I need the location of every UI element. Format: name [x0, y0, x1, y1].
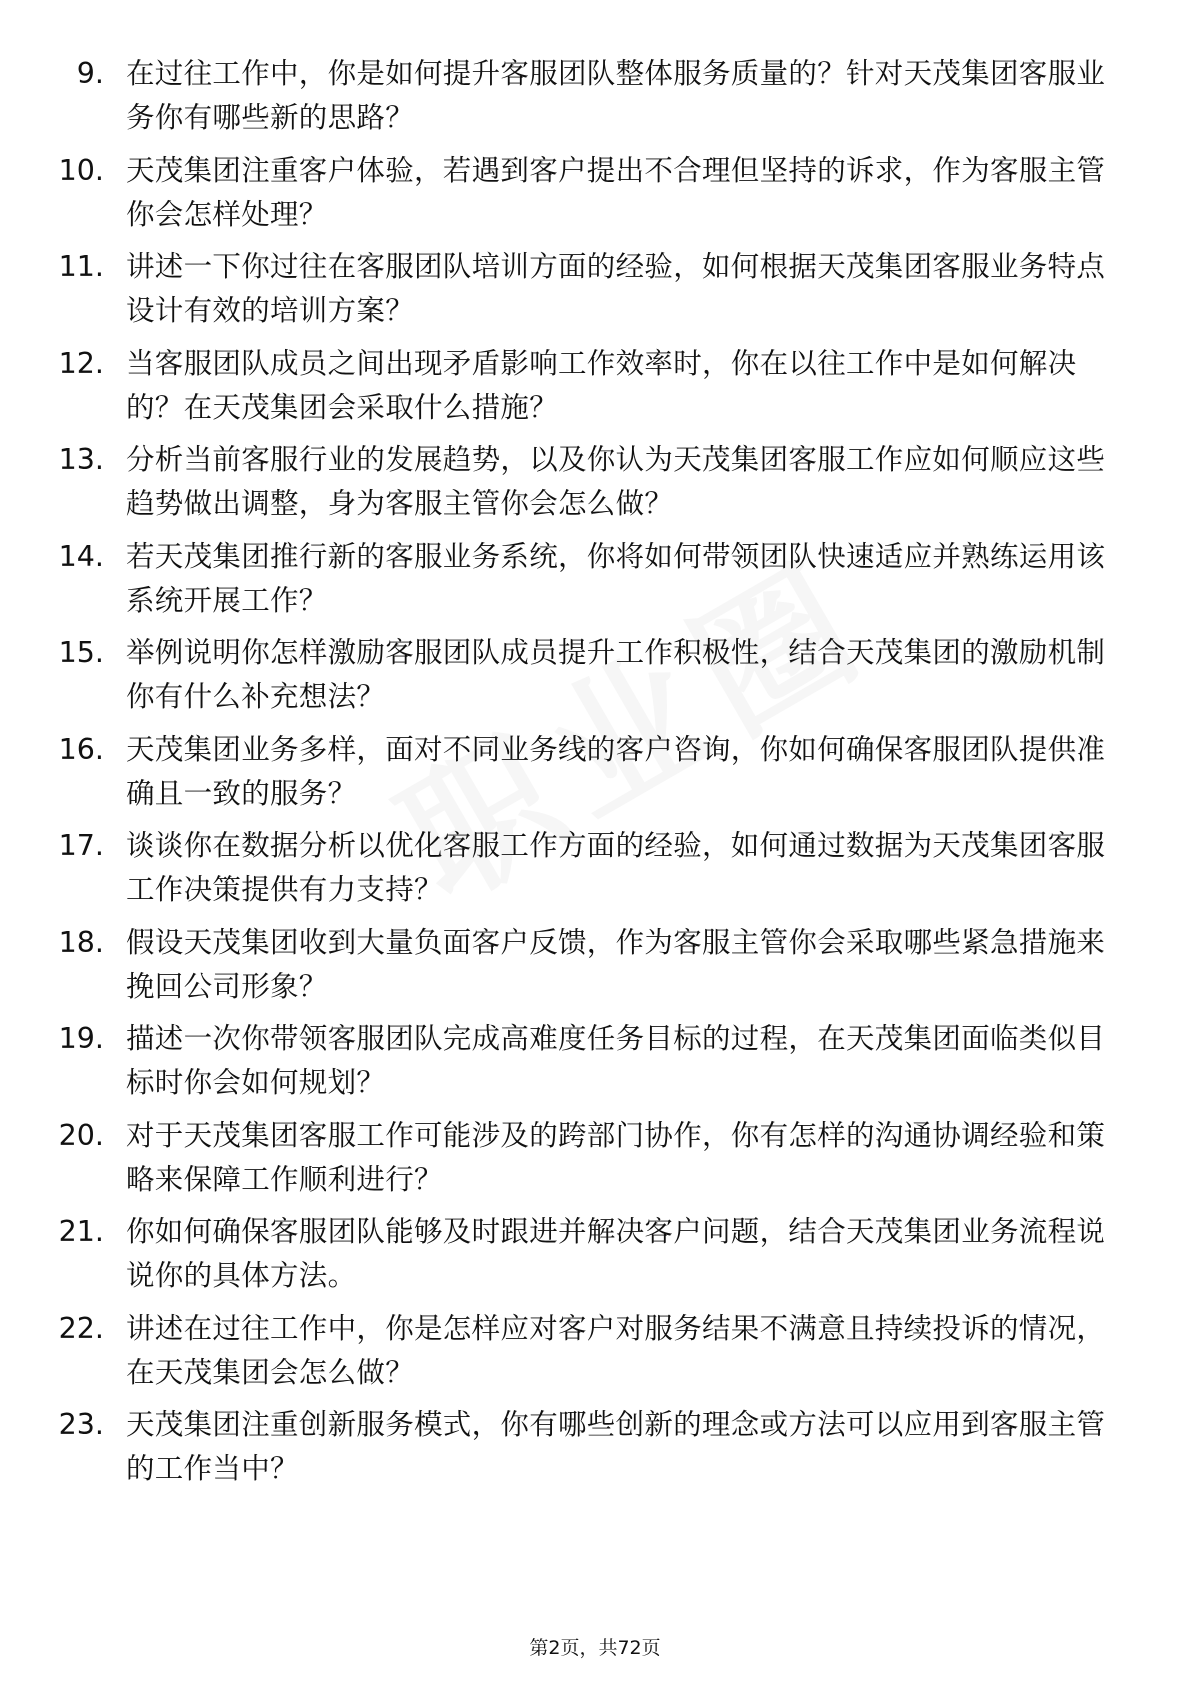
question-item	[0, 245, 1190, 342]
question-text: 在过往工作中，你是如何提升客服团队整体服务质量的？针对天茂集团客服业务你有哪些新的思路？	[126, 57, 1106, 134]
question-number: 10.	[58, 153, 104, 187]
question-text: 天茂集团业务多样，面对不同业务线的客户咨询，你如何确保客服团队提供准确且一致的服务？	[126, 732, 1106, 810]
question-item	[0, 1307, 1190, 1404]
question-text: 讲述在过往工作中，你是怎样应对客户对服务结果不满意且持续投诉的情况，在天茂集团会怎么做？	[126, 1311, 1106, 1389]
question-number: 18.	[58, 925, 104, 959]
question-text: 讲述一下你过往在客服团队培训方面的经验，如何根据天茂集团客服业务特点设计有效的培训方案？	[126, 250, 1106, 327]
question-text: 谈谈你在数据分析以优化客服工作方面的经验，如何通过数据为天茂集团客服工作决策提供有力支持？	[126, 829, 1106, 906]
question-number: 22.	[58, 1311, 104, 1345]
question-item	[0, 342, 1190, 439]
question-item	[0, 1017, 1190, 1114]
question-item	[0, 52, 1190, 149]
question-number: 20.	[58, 1118, 104, 1152]
question-number: 15.	[58, 636, 104, 669]
question-item	[0, 1403, 1190, 1500]
question-number: 23.	[58, 1408, 104, 1441]
question-number: 13.	[58, 443, 104, 476]
question-item	[0, 631, 1190, 728]
question-item	[0, 824, 1190, 921]
question-number: 16.	[58, 732, 104, 766]
question-text: 假设天茂集团收到大量负面客户反馈，作为客服主管你会采取哪些紧急措施来挽回公司形象？	[126, 925, 1106, 1003]
question-item	[0, 728, 1190, 825]
question-number: 11.	[58, 250, 104, 283]
question-number: 9.	[76, 57, 104, 90]
question-number: 21.	[58, 1215, 104, 1248]
question-item	[0, 438, 1190, 535]
page-footer	[0, 1636, 1190, 1660]
question-list	[0, 52, 1190, 1500]
question-text: 对于天茂集团客服工作可能涉及的跨部门协作，你有怎样的沟通协调经验和策略来保障工作顺利进行？	[126, 1118, 1106, 1196]
question-text: 若天茂集团推行新的客服业务系统，你将如何带领团队快速适应并熟练运用该系统开展工作？	[126, 539, 1106, 617]
question-item	[0, 921, 1190, 1018]
question-text: 当客服团队成员之间出现矛盾影响工作效率时，你在以往工作中是如何解决的？在天茂集团会采取什么措施？	[126, 346, 1077, 424]
question-text: 天茂集团注重客户体验，若遇到客户提出不合理但坚持的诉求，作为客服主管你会怎样处理？	[126, 153, 1106, 231]
question-number: 17.	[58, 829, 104, 862]
question-item	[0, 535, 1190, 632]
question-text: 分析当前客服行业的发展趋势，以及你认为天茂集团客服工作应如何顺应这些趋势做出调整，身为客服主管你会怎么做？	[126, 443, 1106, 520]
question-item	[0, 1114, 1190, 1211]
question-item	[0, 149, 1190, 246]
question-text: 举例说明你怎样激励客服团队成员提升工作积极性，结合天茂集团的激励机制你有什么补充想法？	[126, 636, 1106, 713]
question-text: 天茂集团注重创新服务模式，你有哪些创新的理念或方法可以应用到客服主管的工作当中？	[126, 1408, 1106, 1485]
question-number: 12.	[58, 346, 104, 380]
question-number: 14.	[58, 539, 104, 573]
question-text: 你如何确保客服团队能够及时跟进并解决客户问题，结合天茂集团业务流程说说你的具体方法。	[126, 1215, 1106, 1292]
page-number-label: 第2页，共72页	[529, 1637, 661, 1659]
question-text: 描述一次你带领客服团队完成高难度任务目标的过程，在天茂集团面临类似目标时你会如何规划？	[126, 1022, 1106, 1099]
question-item	[0, 1210, 1190, 1307]
question-number: 19.	[58, 1022, 104, 1055]
